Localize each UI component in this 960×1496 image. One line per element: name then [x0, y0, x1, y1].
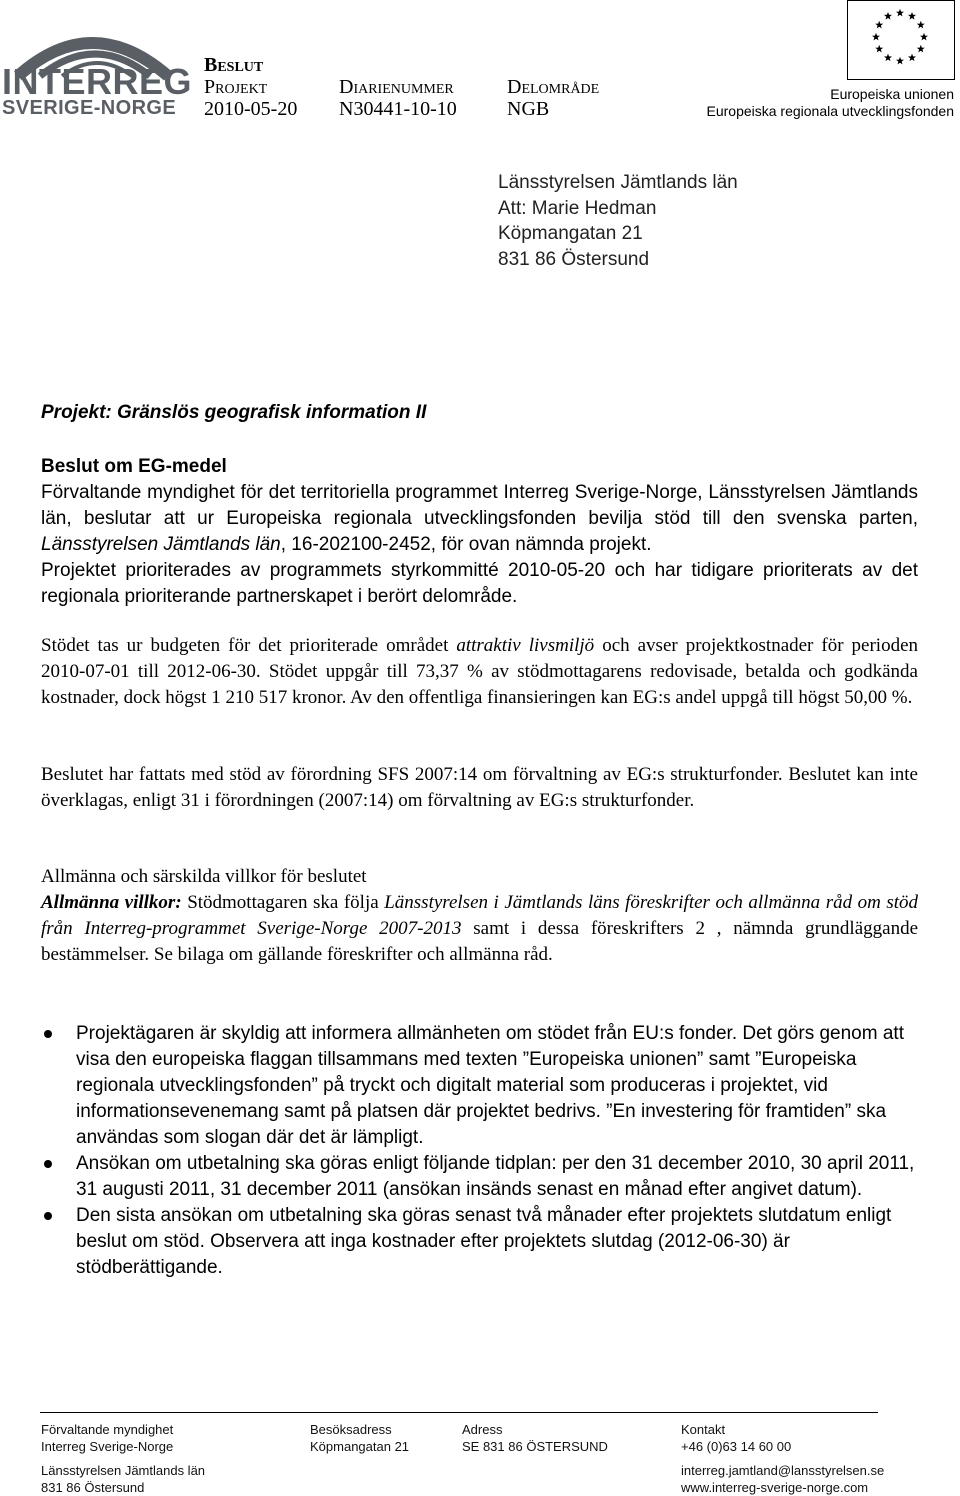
conditions-heading: Allmänna och särskilda villkor för beslutet — [41, 866, 367, 887]
decision-paragraph — [41, 480, 918, 558]
eu-star-icon — [896, 57, 904, 65]
footer-col-address — [462, 1421, 608, 1455]
diarienummer-value: N30441-10-10 — [339, 98, 457, 120]
beslut-label: Projekt — [204, 76, 268, 98]
footer-col-contact — [681, 1421, 884, 1496]
p1-text-italic: Länsstyrelsen Jämtlands län — [41, 534, 281, 555]
p3-text-italic: attraktiv livsmiljö — [456, 635, 595, 656]
conditions-text-italic: Länsstyrelsen i Jämtlands läns föreskrifter och allmänna råd om stöd från Interreg-programmet Sverige-Norge 2007-2013 — [41, 892, 919, 939]
p3-text-b: och avser projektkostnader för perioden 2010-07-01 till 2012-06-30. Stödet uppgår till 73,37 % av stödmottagarens redovisade, betalda och godkända kostnader, dock högst 1 210 517 kronor. Av den offentliga finansieringen kan EG:s andel uppgå till högst 50,00 %. — [41, 635, 919, 708]
decision-section — [41, 454, 918, 610]
diarienummer-label: Diarienummer — [339, 76, 454, 98]
eu-line2: Europeiska regionala utvecklingsfonden — [706, 103, 954, 119]
delomrade-value: NGB — [507, 98, 550, 120]
footer-authority-line2: Länsstyrelsen Jämtlands län — [41, 1463, 206, 1478]
eu-star-icon — [884, 54, 892, 62]
list-item-text: Den sista ansökan om utbetalning ska göras senast två månader efter projektets slutdatum enligt beslut om stöd. Observera att inga kostnader efter projektets slutdag (2012-06-30) är stödberättigande. — [76, 1205, 892, 1278]
footer-col-authority — [41, 1421, 205, 1496]
project-title: Projekt: Gränslös geografisk information II — [41, 402, 427, 423]
priority-paragraph: Projektet prioriterades av programmets styrkommitté 2010-05-20 och har tidigare prioriterats av det regionala prioriterande partnerskapet i berört delområde. — [41, 560, 918, 607]
eu-line1: Europeiska unionen — [830, 86, 954, 102]
conditions-bullet-list — [41, 1021, 918, 1281]
header-beslut-block — [204, 54, 297, 120]
footer-contact-website[interactable]: www.interreg-sverige-norge.com — [681, 1480, 869, 1495]
recipient-address — [498, 170, 738, 272]
footer-authority-line1: Interreg Sverige-Norge — [41, 1439, 174, 1454]
p1-text-b: , 16-202100-2452, för ovan nämnda projekt. — [280, 534, 652, 555]
list-item-text: Ansökan om utbetalning ska göras enligt följande tidplan: per den 31 december 2010, 30 april 2011, 31 augusti 2011, 31 december 2011 (ansökan insänds senast en månad efter angivet datum). — [76, 1153, 915, 1200]
eu-star-icon — [896, 9, 904, 17]
address-line2: Att: Marie Hedman — [498, 197, 657, 219]
bullet-dot-icon — [44, 1212, 52, 1220]
footer-authority-label: Förvaltande myndighet — [41, 1422, 174, 1437]
eu-flag-icon — [847, 0, 955, 80]
list-item-text: Projektägaren är skyldig att informera allmänheten om stödet från EU:s fonder. Det görs genom att visa den europeiska flaggan tillsammans med texten ”Europeiska unionen” samt ”Europeiska regionala utvecklingsfonden” på tryckt och digitalt material som produceras i projektet, vid informationsevenemang samt på platsen där projektet bedrivs. ”En investering för framtiden” ska användas som slogan där det är lämpligt. — [76, 1023, 904, 1148]
eu-star-icon — [917, 45, 925, 53]
conditions-text-b: samt i dessa föreskrifters 2 , nämnda grundläggande bestämmelser. Se bilaga om gällande föreskrifter och allmänna råd. — [41, 918, 919, 965]
logo-word-interreg: INTERREG — [2, 61, 193, 102]
eu-text-block — [707, 86, 955, 120]
eu-star-icon — [872, 33, 880, 41]
footer-visit-line1: Köpmangatan 21 — [310, 1439, 410, 1454]
eu-star-icon — [917, 21, 925, 29]
footer-contact-phone: +46 (0)63 14 60 00 — [681, 1439, 792, 1454]
eu-star-icon — [875, 45, 883, 53]
conditions-paragraph — [41, 890, 918, 968]
header-delomrade-block — [507, 76, 599, 120]
eu-star-icon — [920, 33, 928, 41]
eu-star-icon — [875, 21, 883, 29]
delomrade-label: Delområde — [507, 76, 600, 98]
logo-word-sverige-norge: SVERIGE-NORGE — [2, 97, 177, 119]
beslut-title: Beslut — [204, 54, 264, 76]
footer-visit-label: Besöksadress — [310, 1422, 392, 1437]
support-paragraph — [41, 633, 918, 711]
list-item — [41, 1021, 918, 1151]
footer-address-label: Adress — [462, 1422, 503, 1437]
decision-heading: Beslut om EG-medel — [41, 456, 227, 477]
p1-text-a: Förvaltande myndighet för det territoriella programmet Interreg Sverige-Norge, Länsstyrelsen Jämtlands län, beslutar att ur Europeiska regionala utvecklingsfonden bevilja stöd till den svenska parten, — [41, 482, 918, 529]
eu-star-icon — [908, 54, 916, 62]
beslut-date: 2010-05-20 — [204, 98, 298, 120]
p3-text-a: Stödet tas ur budgeten för det prioriterade området — [41, 635, 449, 656]
footer-contact-email[interactable]: interreg.jamtland@lansstyrelsen.se — [681, 1463, 885, 1478]
conditions-label: Allmänna villkor: — [41, 892, 182, 913]
footer-address-line1: SE 831 86 ÖSTERSUND — [462, 1439, 608, 1454]
address-line1: Länsstyrelsen Jämtlands län — [498, 172, 738, 193]
footer-contact-label: Kontakt — [681, 1422, 726, 1437]
legal-paragraph: Beslutet har fattats med stöd av förordning SFS 2007:14 om förvaltning av EG:s strukturfonder. Beslutet kan inte överklagas, enligt 31 i förordningen (2007:14) om förvaltning av EG:s strukturfonder. — [41, 764, 918, 811]
address-line3: Köpmangatan 21 — [498, 223, 643, 244]
footer-divider — [40, 1412, 878, 1413]
address-line4: 831 86 Östersund — [498, 248, 650, 270]
bullet-dot-icon — [44, 1030, 52, 1038]
eu-star-icon — [884, 12, 892, 20]
list-item — [41, 1203, 918, 1281]
header-diarienummer-block — [339, 76, 457, 120]
conditions-section — [41, 864, 918, 968]
footer-authority-line3: 831 86 Östersund — [41, 1480, 145, 1495]
conditions-text-a: Stödmottagaren ska följa — [187, 892, 379, 913]
list-item — [41, 1151, 918, 1203]
eu-star-icon — [908, 12, 916, 20]
footer-col-visit — [310, 1421, 409, 1455]
bullet-dot-icon — [44, 1160, 52, 1168]
eu-stars-icon — [848, 1, 953, 78]
